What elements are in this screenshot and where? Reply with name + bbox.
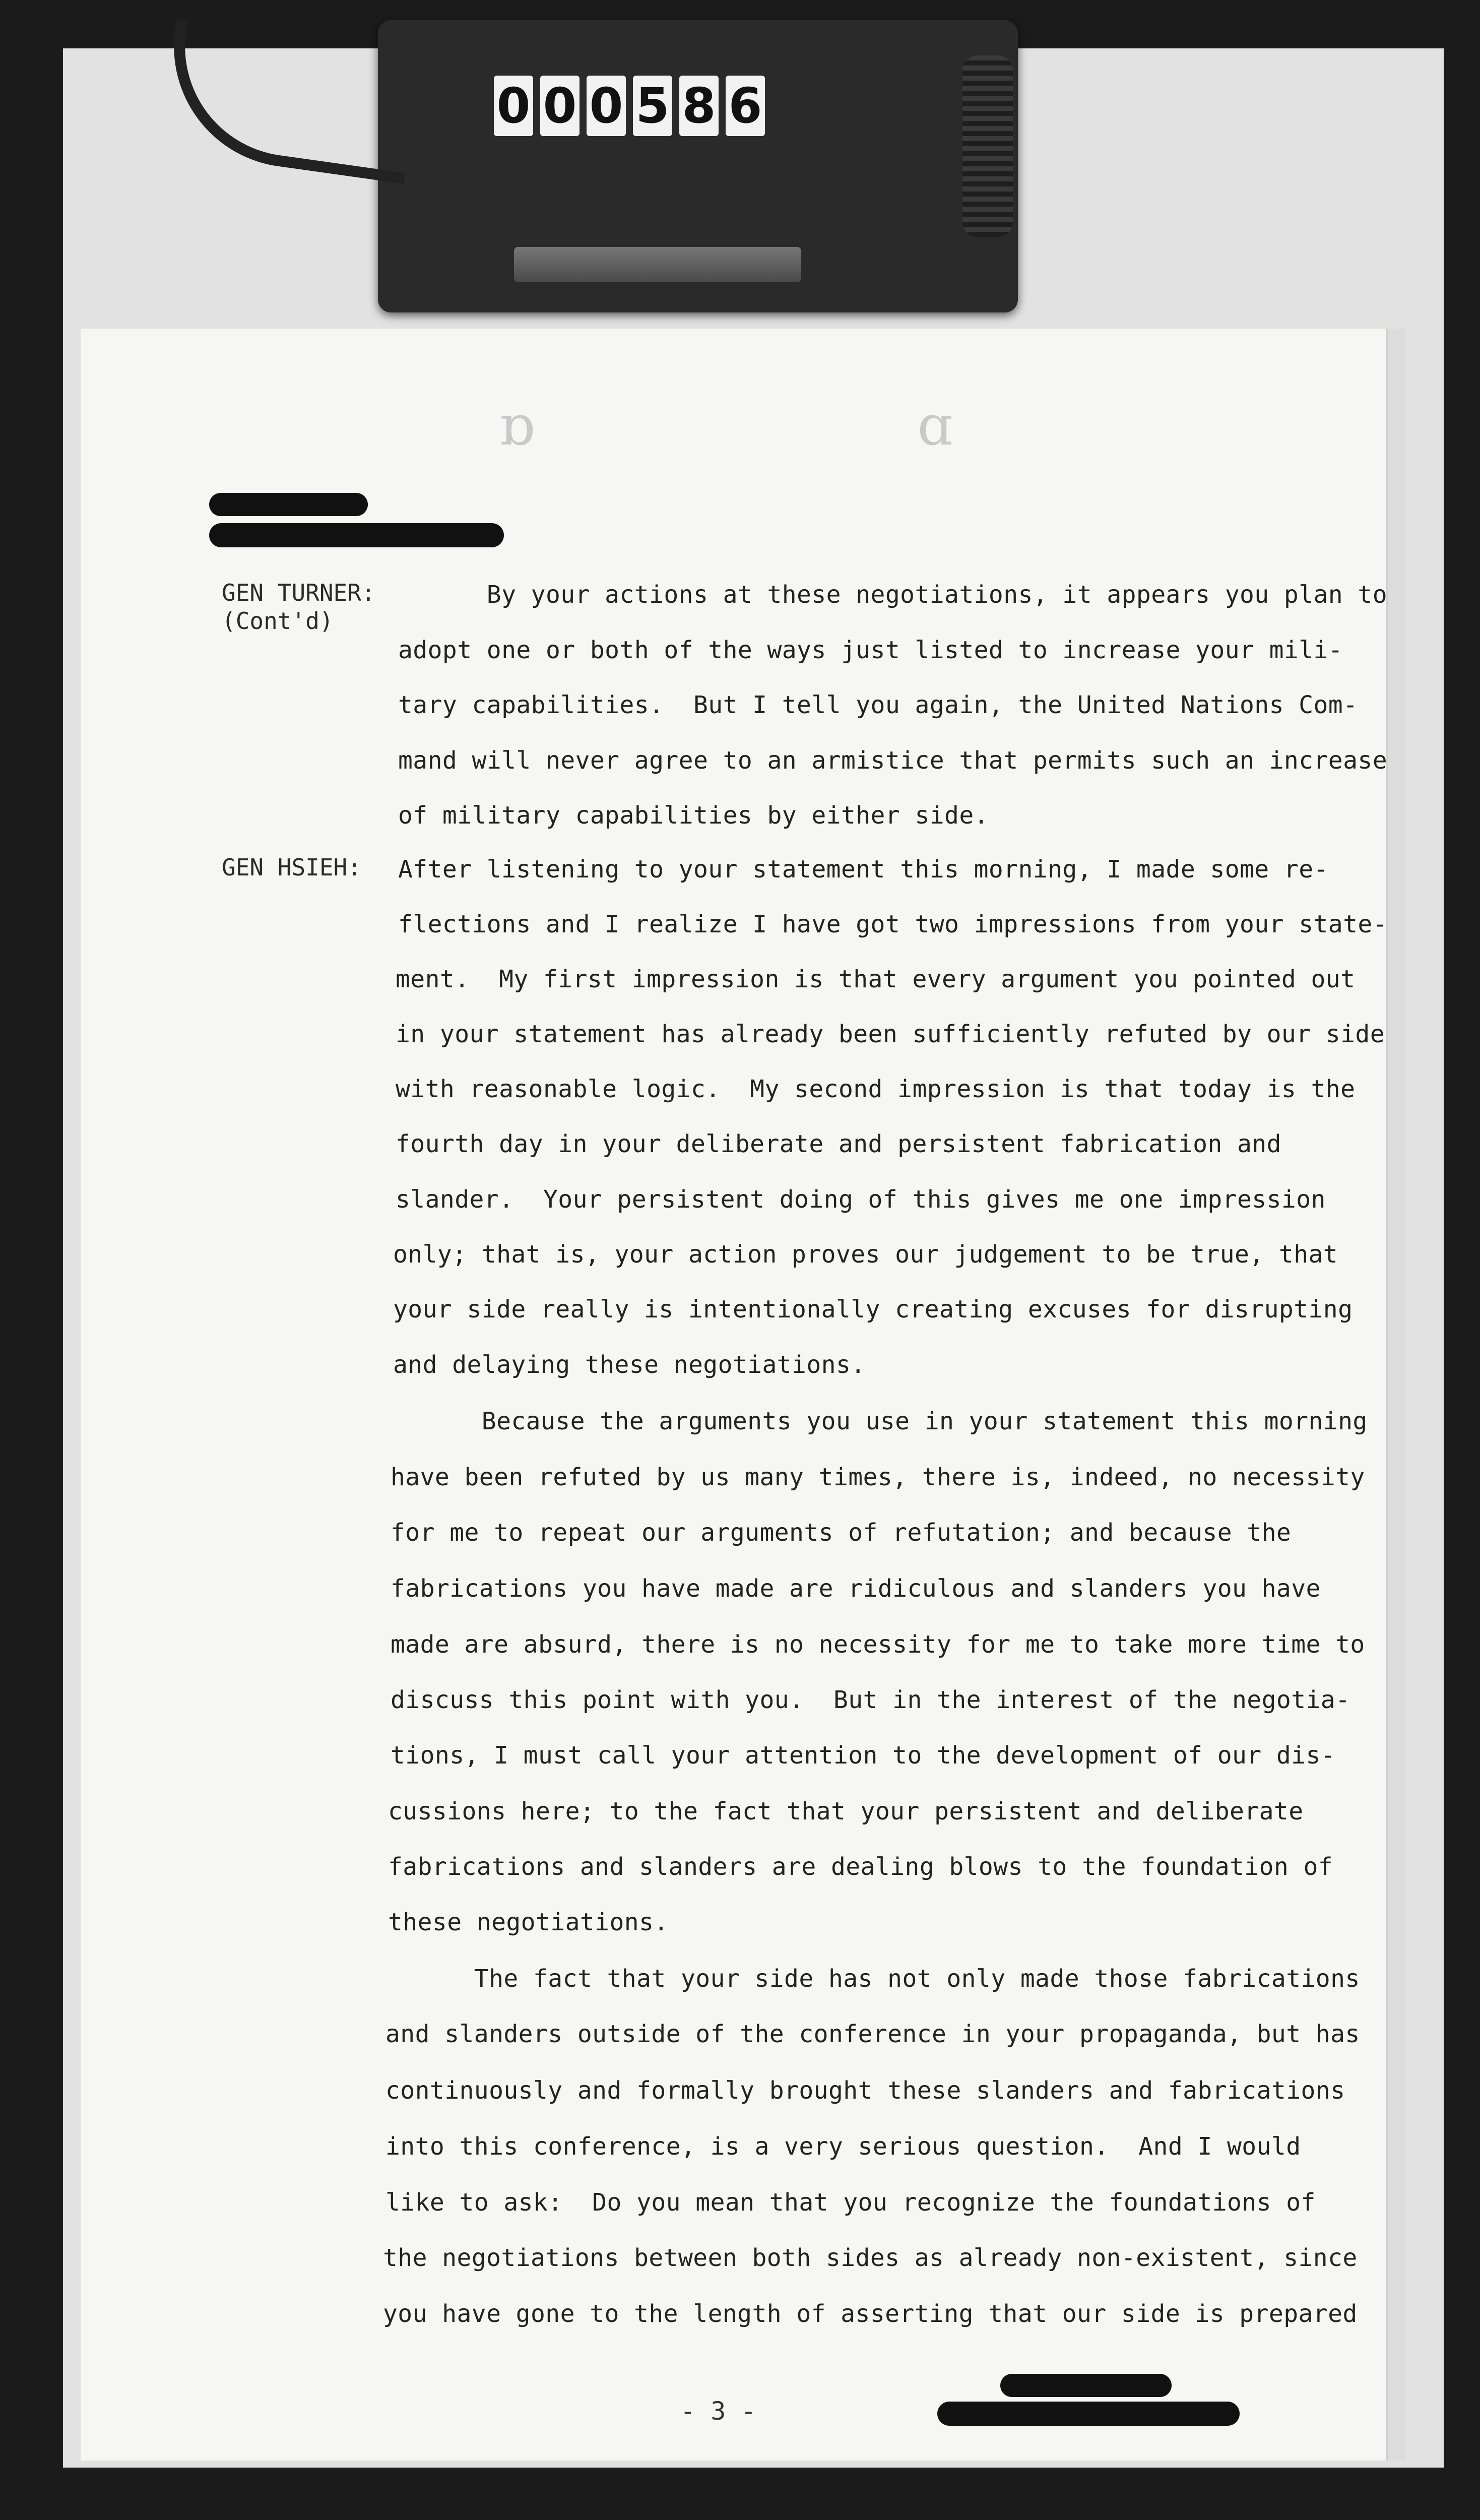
text-line: Because the arguments you use in your statement this morning (393, 1407, 1368, 1435)
text-line: mand will never agree to an armistice that permits such an increase (398, 746, 1387, 775)
text-line: cussions here; to the fact that your persistent and deliberate (388, 1797, 1304, 1825)
text-line: fabrications and slanders are dealing blows to the foundation of (388, 1853, 1333, 1881)
counter-digit: 0 (587, 76, 626, 136)
text-line: continuously and formally brought these slanders and fabrications (385, 2076, 1345, 2105)
counter-digit: 5 (633, 76, 672, 136)
counter-plate (514, 247, 801, 282)
speaker-name: GEN TURNER: (222, 579, 375, 606)
text-line: only; that is, your action proves our judgement to be true, that (393, 1240, 1338, 1269)
text-line: fabrications you have made are ridiculous and slanders you have (391, 1574, 1321, 1603)
text-line: adopt one or both of the ways just listed to increase your mili- (398, 636, 1343, 664)
text-line: you have gone to the length of asserting that our side is prepared (383, 2300, 1358, 2328)
text-line: fourth day in your deliberate and persistent fabrication and (396, 1130, 1281, 1158)
counter-knob (962, 55, 1013, 237)
text-line: and slanders outside of the conference in your propaganda, but has (385, 2020, 1360, 2048)
text-line: tary capabilities. But I tell you again, the United Nations Com- (398, 691, 1358, 719)
text-line: into this conference, is a very serious question. And I would (385, 2132, 1301, 2161)
text-line: After listening to your statement this morning, I made some re- (398, 855, 1328, 884)
text-line: of military capabilities by either side. (398, 801, 989, 830)
text-line: tions, I must call your attention to the development of our dis- (391, 1741, 1336, 1770)
speaker-note: (Cont'd) (222, 607, 334, 635)
speaker-name: GEN HSIEH: (222, 854, 361, 881)
text-line: for me to repeat our arguments of refutation; and because the (391, 1519, 1292, 1547)
punch-hole-marks: ɒɑ (499, 393, 1336, 458)
text-line: By your actions at these negotiations, it appears you plan to (398, 581, 1387, 609)
text-line: like to ask: Do you mean that you recognize the foundations of (385, 2188, 1316, 2217)
speaker-label-turner (222, 579, 375, 635)
text-line: made are absurd, there is no necessity for me to take more time to (391, 1630, 1365, 1659)
text-line: The fact that your side has not only made those fabrications (385, 1965, 1360, 1993)
redaction-bar-bottom-1 (1000, 2374, 1172, 2397)
counter-digit: 8 (679, 76, 719, 136)
text-line: your side really is intentionally creating excuses for disrupting (393, 1295, 1353, 1324)
speaker-label-hsieh (222, 853, 361, 881)
page-number: - 3 - (680, 2397, 756, 2426)
frame-counter-digits (494, 76, 765, 136)
counter-digit: 0 (540, 76, 580, 136)
redaction-bar-bottom-2 (937, 2402, 1240, 2426)
text-line: flections and I realize I have got two impressions from your state- (398, 910, 1387, 938)
text-line: slander. Your persistent doing of this gives me one impression (396, 1185, 1326, 1214)
redaction-bar-top-1 (209, 493, 368, 516)
text-line: these negotiations. (388, 1908, 669, 1936)
text-line: have been refuted by us many times, there is, indeed, no necessity (391, 1463, 1365, 1491)
text-line: the negotiations between both sides as already non-existent, since (383, 2244, 1358, 2272)
counter-digit: 6 (726, 76, 765, 136)
text-line: with reasonable logic. My second impression is that today is the (396, 1075, 1356, 1103)
redaction-bar-top-2 (209, 523, 504, 547)
text-line: discuss this point with you. But in the interest of the negotia- (391, 1686, 1350, 1714)
counter-digit: 0 (494, 76, 533, 136)
text-line: in your statement has already been sufficiently refuted by our side (396, 1020, 1385, 1048)
frame-counter-device (378, 20, 1018, 312)
text-line: ment. My first impression is that every argument you pointed out (396, 965, 1356, 993)
text-line: and delaying these negotiations. (393, 1351, 866, 1379)
